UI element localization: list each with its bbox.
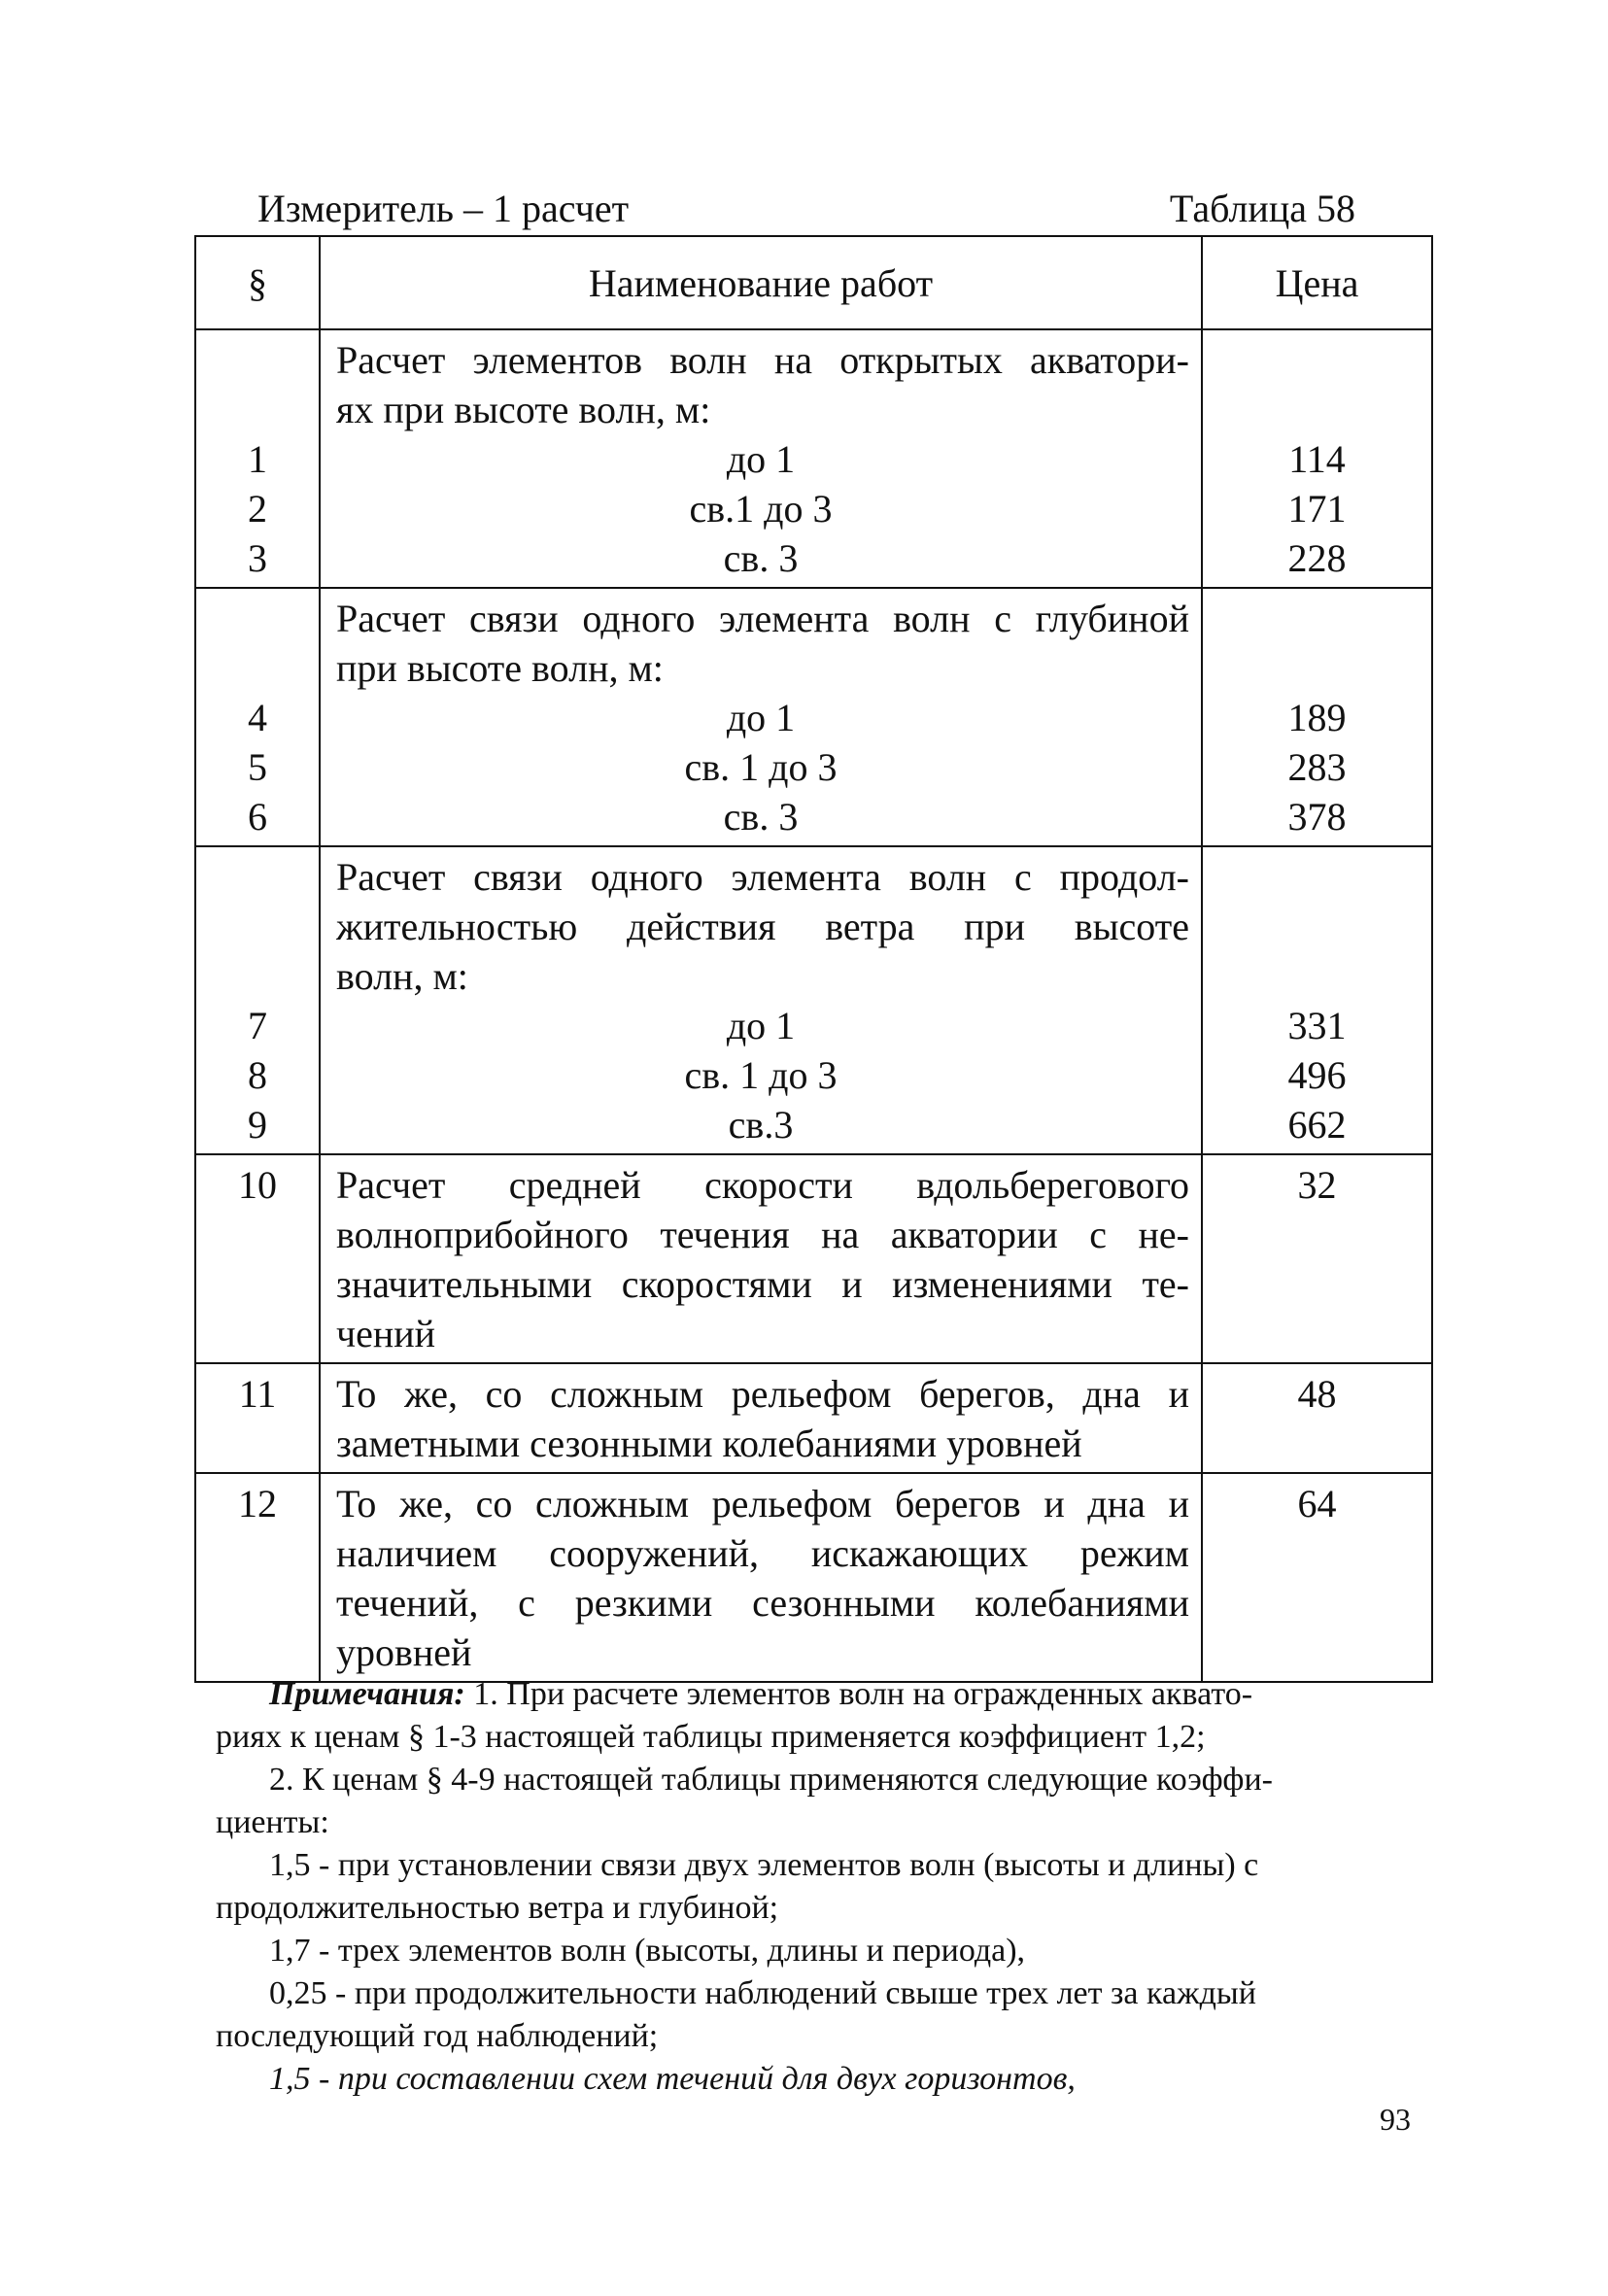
group-3-prices [1202, 846, 1432, 1154]
table-header [257, 185, 1355, 233]
notes-label: Примечания: [269, 1676, 465, 1712]
row-price: 283 [1287, 745, 1347, 789]
coef-2: 1,7 - трех элементов волн (высоты, длины и периода), [269, 1933, 1026, 1969]
group-title-line: ях при высоте волн, м: [336, 388, 711, 431]
row-num: 8 [248, 1053, 267, 1097]
table-row [195, 1473, 1432, 1682]
group-1-names [320, 329, 1202, 588]
coef-1-end: продолжительностью ветра и глубиной; [216, 1890, 779, 1926]
note-1-start: 1. При расчете элементов волн на огражденных аквато- [473, 1676, 1253, 1712]
row-line: волноприбойного течения на акватории с не- [336, 1213, 1189, 1256]
table-row [195, 1154, 1432, 1363]
col-header-name: Наименование работ [320, 236, 1202, 329]
coef-3-end: последующий год наблюдений; [216, 2018, 659, 2054]
measure-unit: Измеритель – 1 расчет [257, 187, 630, 230]
row-num: 6 [248, 795, 267, 839]
row-name: св. 1 до 3 [684, 745, 838, 789]
note-2-start: 2. К ценам § 4-9 настоящей таблицы применяются следующие коэффи- [269, 1762, 1273, 1798]
row-line: чений [336, 1312, 436, 1355]
row-num-text: 11 [238, 1372, 277, 1416]
row-name: св.1 до 3 [689, 487, 833, 531]
row-name-cell [320, 1473, 1202, 1682]
group-1-prices [1202, 329, 1432, 588]
col-header-paragraph: § [195, 236, 320, 329]
group-title-line: жительностью действия ветра при высоте [336, 905, 1189, 948]
page-number: 93 [1380, 2102, 1411, 2137]
row-price-text: 48 [1297, 1372, 1337, 1416]
row-line: наличием сооружений, искажающих режим [336, 1531, 1189, 1575]
row-num: 3 [248, 536, 267, 580]
row-price [1202, 1473, 1432, 1682]
table-row-group-1 [195, 329, 1432, 588]
row-line: значительными скоростями и изменениями те- [336, 1262, 1189, 1306]
coef-1-start: 1,5 - при установлении связи двух элементов волн (высоты и длины) с [269, 1847, 1259, 1883]
table-number: Таблица 58 [1169, 187, 1355, 230]
notes-block [216, 1673, 1420, 2101]
coef-3-start: 0,25 - при продолжительности наблюдений свыше трех лет за каждый [269, 1975, 1256, 2011]
price-table [194, 235, 1433, 1683]
table-row-group-3 [195, 846, 1432, 1154]
row-name: св. 3 [723, 536, 799, 580]
row-line: заметными сезонными колебаниями уровней [336, 1422, 1082, 1465]
row-num: 4 [248, 696, 267, 739]
note-1-end: риях к ценам § 1-3 настоящей таблицы применяется коэффициент 1,2; [216, 1719, 1206, 1755]
row-line: То же, со сложным рельефом берегов и дна и [336, 1482, 1189, 1525]
row-num [195, 1473, 320, 1682]
row-name: до 1 [726, 437, 796, 481]
row-price: 189 [1287, 696, 1347, 739]
row-num [195, 1154, 320, 1363]
group-2-names [320, 588, 1202, 846]
row-num: 7 [248, 1004, 267, 1047]
row-num [195, 1363, 320, 1473]
group-3-names [320, 846, 1202, 1154]
row-name: до 1 [726, 1004, 796, 1047]
group-title-line: Расчет связи одного элемента волн с продол- [336, 855, 1189, 899]
row-price: 228 [1287, 536, 1347, 580]
group-title-line: при высоте волн, м: [336, 646, 664, 690]
row-name: св. 3 [723, 795, 799, 839]
row-price [1202, 1154, 1432, 1363]
group-2-prices [1202, 588, 1432, 846]
row-price: 662 [1287, 1103, 1347, 1147]
coef-4: 1,5 - при составлении схем течений для двух горизонтов, [269, 2061, 1076, 2097]
table-row-group-2 [195, 588, 1432, 846]
group-3-numbers [195, 846, 320, 1154]
group-2-numbers [195, 588, 320, 846]
row-price-text: 64 [1297, 1482, 1337, 1525]
row-line: То же, со сложным рельефом берегов, дна и [336, 1372, 1189, 1416]
row-line: Расчет средней скорости вдольберегового [336, 1163, 1189, 1207]
row-price: 171 [1287, 487, 1347, 531]
table-head-row [195, 236, 1432, 329]
row-price: 114 [1288, 437, 1346, 481]
group-1-numbers [195, 329, 320, 588]
row-num: 1 [248, 437, 267, 481]
row-price-text: 32 [1297, 1163, 1337, 1207]
row-price: 496 [1287, 1053, 1347, 1097]
row-price: 331 [1287, 1004, 1347, 1047]
row-line: течений, с резкими сезонными колебаниями [336, 1581, 1189, 1625]
group-title-line: волн, м: [336, 954, 468, 998]
row-price: 378 [1287, 795, 1347, 839]
group-title-line: Расчет связи одного элемента волн с глубиной [336, 597, 1189, 640]
row-name: до 1 [726, 696, 796, 739]
row-name-cell [320, 1363, 1202, 1473]
col-header-price: Цена [1202, 236, 1432, 329]
table-row [195, 1363, 1432, 1473]
row-num-text: 10 [238, 1163, 277, 1207]
row-name: св. 1 до 3 [684, 1053, 838, 1097]
row-line: уровней [336, 1630, 472, 1674]
row-num: 5 [248, 745, 267, 789]
row-name-cell [320, 1154, 1202, 1363]
row-num: 9 [248, 1103, 267, 1147]
row-name: св.3 [728, 1103, 794, 1147]
group-title-line: Расчет элементов волн на открытых акватори- [336, 338, 1189, 382]
row-num: 2 [248, 487, 267, 531]
note-2-end: циенты: [216, 1804, 329, 1840]
row-num-text: 12 [238, 1482, 277, 1525]
row-price [1202, 1363, 1432, 1473]
